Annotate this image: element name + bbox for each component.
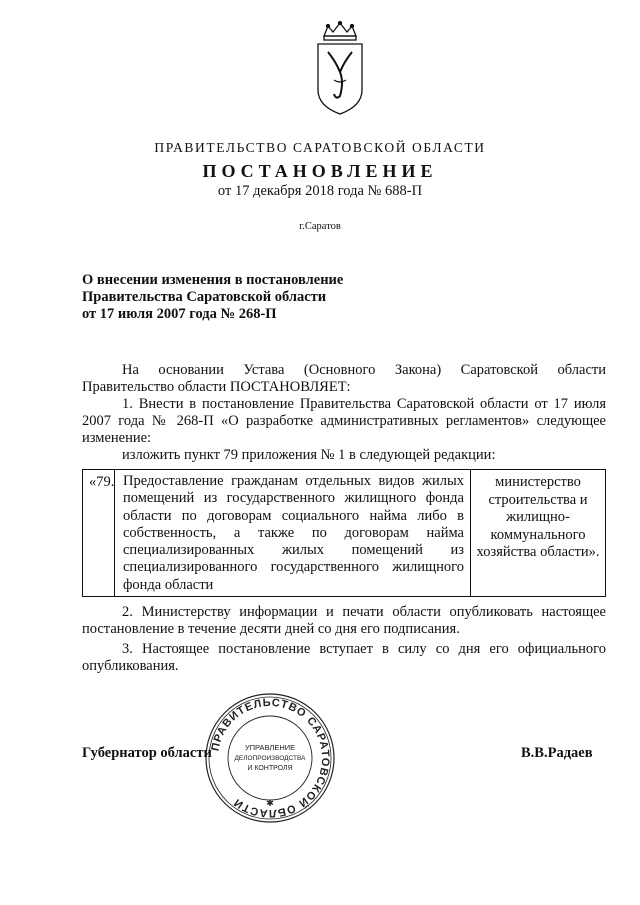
paragraph-instruction: изложить пункт 79 приложения № 1 в следующей редакции: <box>122 447 496 463</box>
seal-inner-line: ДЕЛОПРОИЗВОДСТВА <box>234 755 306 762</box>
signatory-name: В.В.Радаев <box>521 745 593 761</box>
amendment-table <box>82 469 606 597</box>
government-name: ПРАВИТЕЛЬСТВО САРАТОВСКОЙ ОБЛАСТИ <box>154 140 486 155</box>
city: г.Саратов <box>299 221 341 232</box>
table-cell-ministry: министерство строительства и жилищно-коммунального хозяйства области». <box>476 474 600 560</box>
table-cell-service: Предоставление гражданам отдельных видов жилых помещений из государственного жилищного фонда области по договорам социального найма либо в собственность, а также по договорам найма специализированных жилых помещений из специализированного государственного жилищного фонда области <box>115 470 471 596</box>
table-cell-number: «79. <box>83 470 115 596</box>
coat-of-arms-emblem <box>314 20 366 116</box>
paragraph-item-2: 2. Министерству информации и печати области опубликовать настоящее постановление в течение десяти дней со дня его подписания. <box>82 604 606 637</box>
paragraph-item-3: 3. Настоящее постановление вступает в силу со дня его официального опубликования. <box>82 641 606 674</box>
subject-line: Правительства Саратовской области <box>82 289 327 305</box>
date-number: от 17 декабря 2018 года № 688-П <box>217 183 423 199</box>
seal-inner-line: УПРАВЛЕНИЕ <box>244 743 296 752</box>
paragraph-item-1: 1. Внести в постановление Правительства Саратовской области от 17 июля 2007 года № 268-П «О разработке административных регламентов» следующее изменение: <box>82 396 606 446</box>
signatory-title: Губернатор области <box>82 745 212 761</box>
paragraph-basis: На основании Устава (Основного Закона) Саратовской области <box>122 362 606 378</box>
svg-text:✱: ✱ <box>266 799 274 809</box>
seal-outer-text: ПРАВИТЕЛЬСТВО САРАТОВСКОЙ ОБЛАСТИ <box>209 696 332 820</box>
paragraph-basis-cont: Правительство области ПОСТАНОВЛЯЕТ: <box>82 379 351 395</box>
subject-heading <box>82 272 343 323</box>
subject-line: О внесении изменения в постановление <box>82 272 344 288</box>
document-type: ПОСТАНОВЛЕНИЕ <box>202 161 438 181</box>
subject-line: от 17 июля 2007 года № 268-П <box>82 306 277 322</box>
seal-inner-line: И КОНТРОЛЯ <box>247 765 293 772</box>
official-seal-stamp <box>204 692 336 824</box>
